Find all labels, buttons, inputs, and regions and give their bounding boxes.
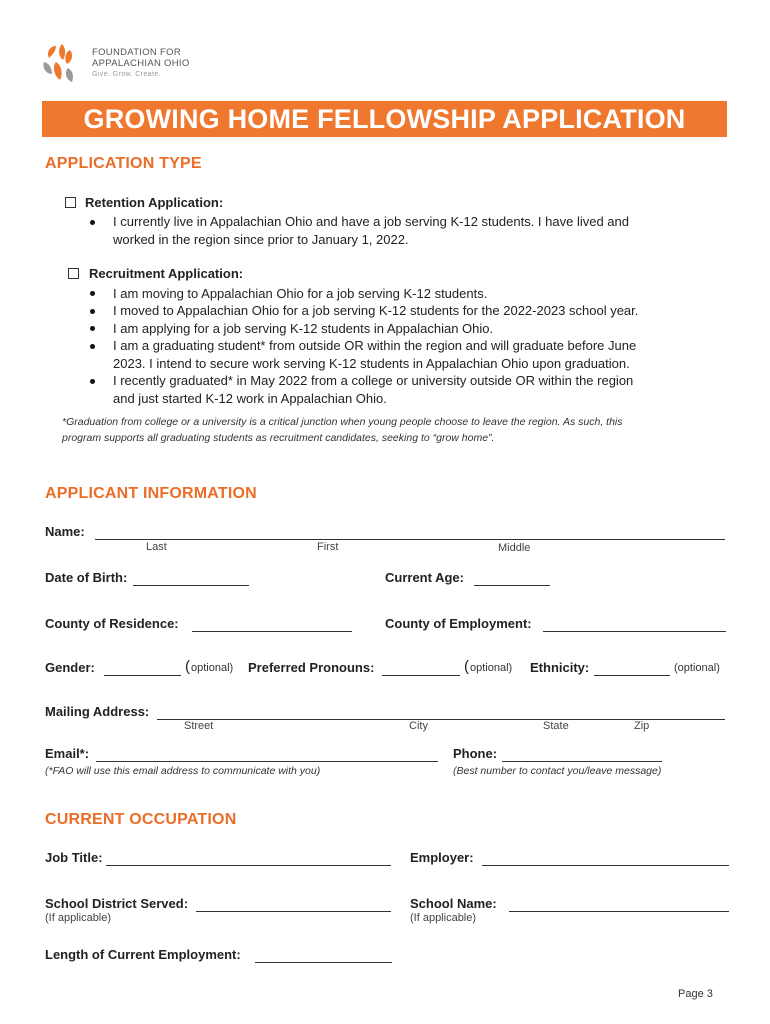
phone-note: (Best number to contact you/leave message) [453,765,662,777]
bullet-icon [90,326,95,331]
gender-optional: optional) [191,662,234,674]
retention-bullet: I currently live in Appalachian Ohio and have a job serving K-12 students. I have lived and [113,214,629,229]
retention-bullet: worked in the region since prior to January 1, 2022. [113,232,409,247]
footnote: program supports all graduating students as recruitment candidates, seeking to “grow home”. [62,432,495,444]
footnote: *Graduation from college or a university is a critical junction when young people choose to leave the region. As such, this [62,416,623,428]
logo-leaves-icon [40,42,88,86]
recruitment-bullet: I am a graduating student* from outside OR within the region and will graduate before June [113,338,637,353]
logo-line2: APPALACHIAN OHIO [92,58,190,69]
county-residence-input[interactable] [192,630,352,632]
age-label: Current Age: [385,570,464,585]
recruitment-bullet: I moved to Appalachian Ohio for a job serving K-12 students for the 2022-2023 school year. [113,303,639,318]
page-number: Page 3 [678,988,713,1000]
gender-optional-paren: ( [185,658,190,675]
bullet-icon [90,220,95,225]
email-label: Email*: [45,746,90,761]
ethnicity-label: Ethnicity: [530,660,590,675]
recruitment-label: Recruitment Application: [89,266,244,281]
recruitment-checkbox[interactable] [68,268,79,279]
school-district-note: (If applicable) [45,912,112,924]
page-title: GROWING HOME FELLOWSHIP APPLICATION [42,101,727,137]
phone-input[interactable] [502,760,662,762]
retention-checkbox[interactable] [65,197,76,208]
logo-line1: FOUNDATION FOR [92,47,181,58]
mailing-sub-street: Street [184,720,214,732]
pronouns-label: Preferred Pronouns: [248,660,375,675]
age-input[interactable] [474,584,550,586]
county-employment-label: County of Employment: [385,616,532,631]
retention-label: Retention Application: [85,195,224,210]
job-title-input[interactable] [106,864,391,866]
pronouns-optional-paren: ( [464,658,469,675]
dob-label: Date of Birth: [45,570,128,585]
name-label: Name: [45,524,85,539]
ethnicity-optional: (optional) [674,662,720,674]
logo [40,42,200,86]
employer-label: Employer: [410,850,474,865]
name-sub-first: First [317,541,339,553]
school-name-note: (If applicable) [410,912,477,924]
school-name-input[interactable] [509,910,729,912]
recruitment-bullet: I am applying for a job serving K-12 students in Appalachian Ohio. [113,321,494,336]
recruitment-bullet: I recently graduated* in May 2022 from a college or university outside OR within the region [113,373,634,388]
bullet-icon [90,344,95,349]
recruitment-bullet: 2023. I intend to secure work serving K-12 students in Appalachian Ohio upon graduation. [113,356,630,371]
phone-label: Phone: [453,746,498,761]
name-sub-last: Last [146,541,167,553]
bullet-icon [90,309,95,314]
gender-input[interactable] [104,674,181,676]
applicant-information-heading: APPLICANT INFORMATION [45,485,257,502]
school-name-label: School Name: [410,896,497,911]
recruitment-bullet: I am moving to Appalachian Ohio for a job serving K-12 students. [113,286,488,301]
name-sub-middle: Middle [498,542,531,554]
recruitment-bullet: and just started K-12 work in Appalachian Ohio. [113,391,387,406]
current-occupation-heading: CURRENT OCCUPATION [45,811,237,828]
school-district-input[interactable] [196,910,391,912]
logo-tagline: Give. Grow. Create. [92,71,162,78]
mailing-sub-zip: Zip [634,720,650,732]
school-district-label: School District Served: [45,896,189,911]
county-employment-input[interactable] [543,630,726,632]
length-employment-label: Length of Current Employment: [45,947,241,962]
application-type-heading: APPLICATION TYPE [45,155,202,172]
gender-label: Gender: [45,660,95,675]
bullet-icon [90,291,95,296]
mailing-sub-state: State [543,720,569,732]
employer-input[interactable] [482,864,729,866]
pronouns-optional: optional) [470,662,513,674]
county-residence-label: County of Residence: [45,616,179,631]
ethnicity-input[interactable] [594,674,670,676]
mailing-address-label: Mailing Address: [45,704,150,719]
job-title-label: Job Title: [45,850,103,865]
email-input[interactable] [96,760,438,762]
dob-input[interactable] [133,584,249,586]
length-employment-input[interactable] [255,961,392,963]
pronouns-input[interactable] [382,674,460,676]
email-note: (*FAO will use this email address to communicate with you) [45,765,321,777]
name-input[interactable] [95,538,725,540]
bullet-icon [90,379,95,384]
mailing-sub-city: City [409,720,428,732]
